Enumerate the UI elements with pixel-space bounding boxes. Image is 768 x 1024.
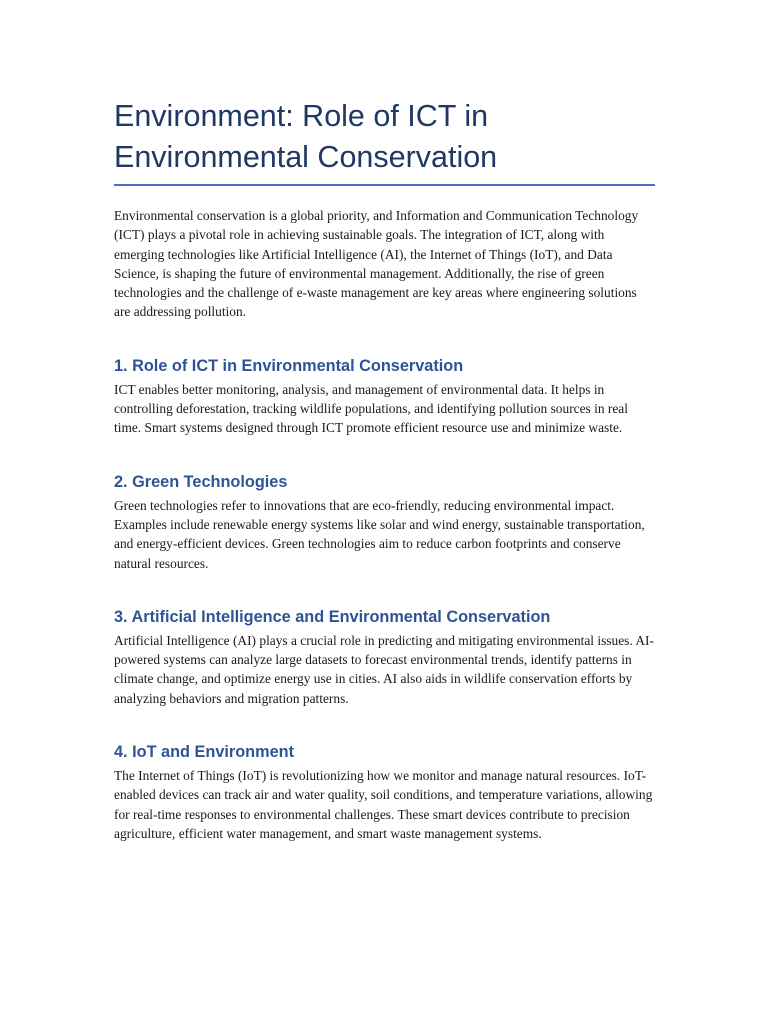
section-body: The Internet of Things (IoT) is revolutionizing how we monitor and manage natural resources. IoT-enabled devices can track air and water quality, soil conditions, and temperature variations, allowing for real-time responses to environmental challenges. These smart devices contribute to precision agriculture, efficient water management, and smart waste management systems. <box>114 768 653 841</box>
title-underline-rule <box>114 184 655 186</box>
document-title <box>114 96 655 184</box>
section-heading: 2. Green Technologies <box>114 472 288 491</box>
section-green-technologies <box>114 472 655 573</box>
section-heading: 1. Role of ICT in Environmental Conservation <box>114 356 464 375</box>
section-ict-role <box>114 356 655 438</box>
section-iot-environment <box>114 742 655 843</box>
section-body: Green technologies refer to innovations that are eco-friendly, reducing environmental impact. Examples include renewable energy systems like solar and wind energy, sustainable transportation, and energy-efficient devices. Green technologies aim to reduce carbon footprints and conserve natural resources. <box>114 497 645 571</box>
document-title-line-2: Environmental Conservation <box>114 140 498 174</box>
section-heading: 3. Artificial Intelligence and Environmental Conservation <box>114 607 551 626</box>
section-heading: 4. IoT and Environment <box>114 743 295 762</box>
document-page <box>114 96 655 843</box>
section-body: Artificial Intelligence (AI) plays a crucial role in predicting and mitigating environmental issues. AI-powered systems can analyze large datasets to forecast environmental trends, identify patterns in climate change, and optimize energy use in cities. AI also aids in wildlife conservation efforts by analyzing behaviors and migration patterns. <box>114 632 654 706</box>
document-title-line-1: Environment: Role of ICT in <box>114 99 489 133</box>
intro-paragraph: Environmental conservation is a global priority, and Information and Communication Technology (ICT) plays a pivotal role in achieving sustainable goals. The integration of ICT, along with emerging technologies like Artificial Intelligence (AI), the Internet of Things (IoT), and Data Science, is shaping the future of environmental management. Additionally, the rise of green technologies and the challenge of e-waste management are key areas where engineering solutions are addressing pollution. <box>114 208 639 320</box>
section-body: ICT enables better monitoring, analysis, and management of environmental data. It helps in controlling deforestation, tracking wildlife populations, and identifying pollution sources in real time. Smart systems designed through ICT promote efficient resource use and minimize waste. <box>114 381 628 436</box>
section-artificial-intelligence <box>114 607 655 708</box>
